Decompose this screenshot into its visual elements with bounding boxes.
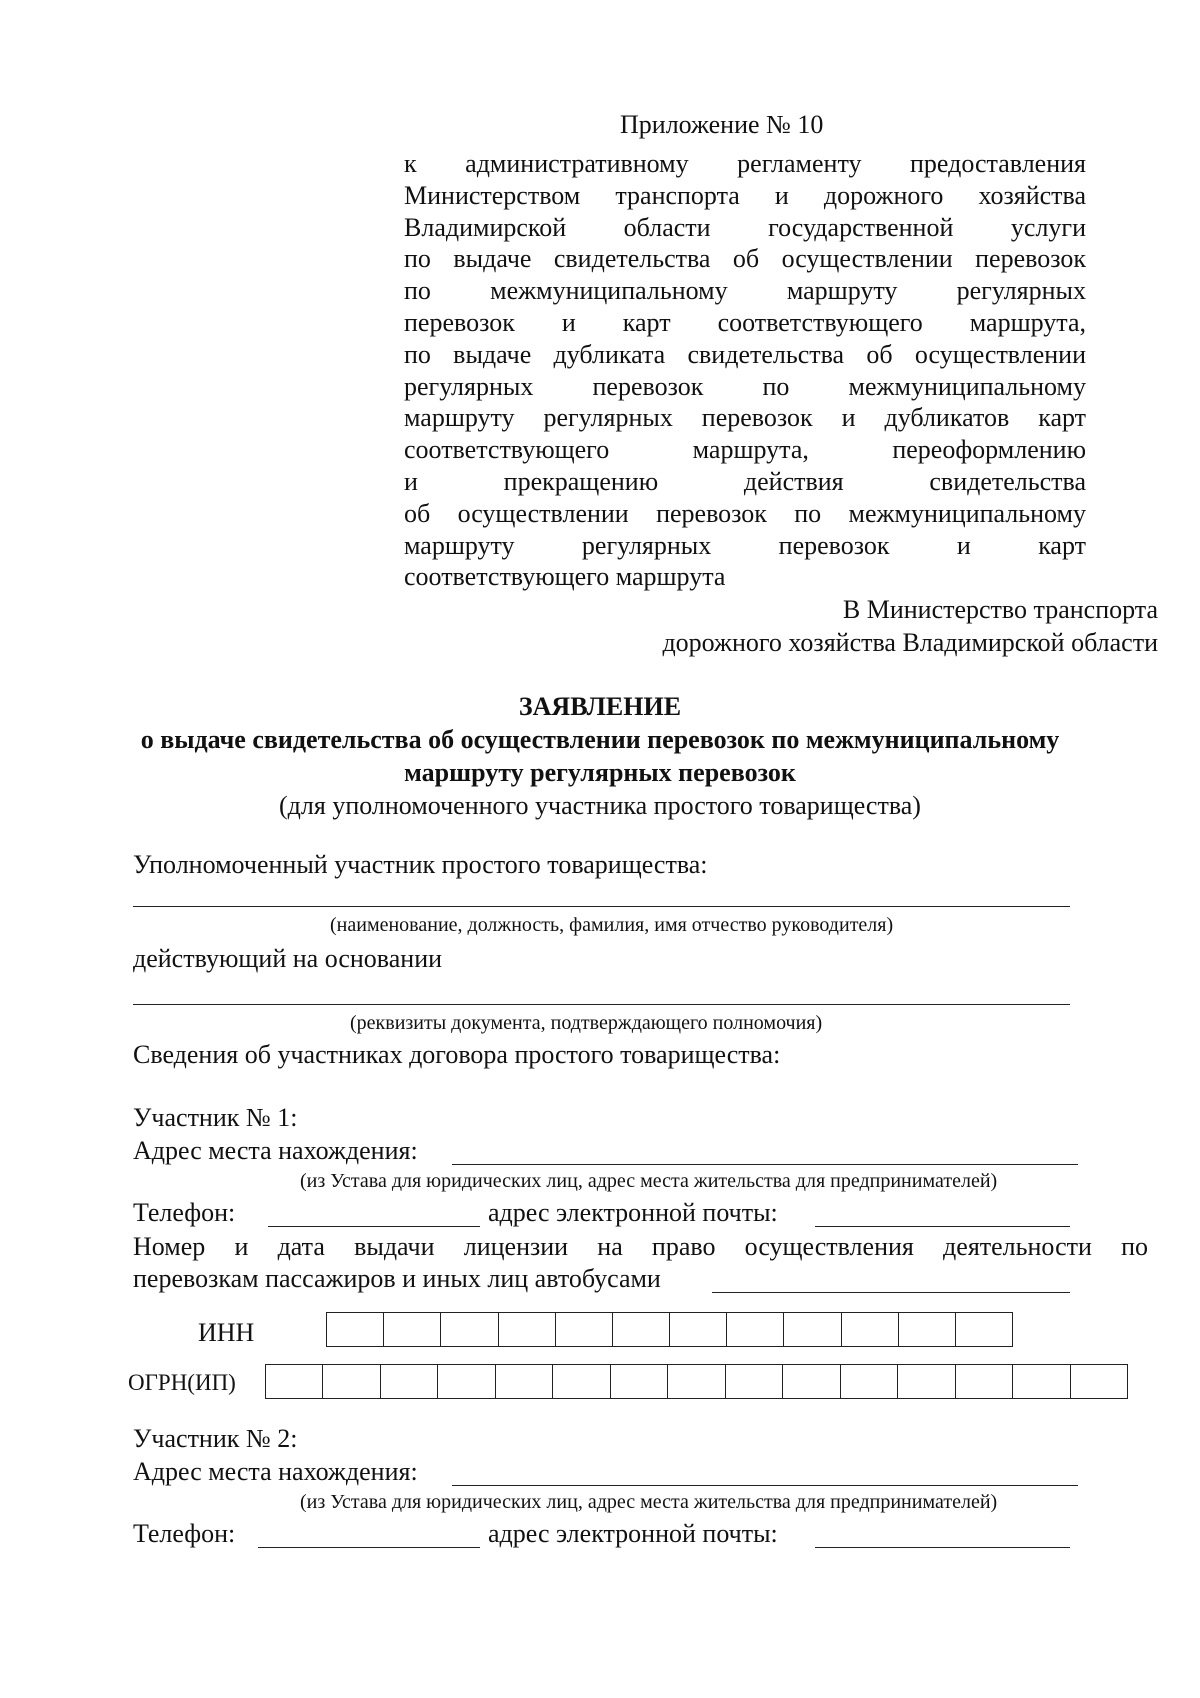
participant1-email-field[interactable] — [815, 1226, 1070, 1227]
participant1-license-label-cont: перевозкам пассажиров и иных лиц автобусами — [133, 1264, 661, 1293]
appendix-line: соответствующего маршрута, переоформлению — [404, 435, 1086, 465]
ogrn-digit-cell[interactable] — [1071, 1365, 1127, 1398]
appendix-line: об осуществлении перевозок по межмуниципальному — [404, 498, 1086, 528]
participant1-address-field[interactable] — [452, 1164, 1078, 1165]
participant2-email-label: адрес электронной почты: — [488, 1519, 778, 1548]
appendix-line: соответствующего маршрута — [404, 562, 726, 592]
participant1-license-label: Номер и дата выдачи лицензии на право осуществления деятельности по — [133, 1232, 1148, 1261]
basis-label: действующий на основании — [133, 944, 443, 973]
ogrn-digit-cell[interactable] — [553, 1365, 610, 1398]
ogrn-digit-cell[interactable] — [1013, 1365, 1070, 1398]
participant2-address-label: Адрес места нахождения: — [133, 1457, 418, 1486]
inn-digit-cell[interactable] — [327, 1313, 384, 1346]
participant1-license-field[interactable] — [712, 1292, 1070, 1293]
addressee-line: дорожного хозяйства Владимирской области — [662, 628, 1158, 657]
ogrn-digit-cell[interactable] — [898, 1365, 955, 1398]
inn-digit-cell[interactable] — [727, 1313, 784, 1346]
appendix-line: по межмуниципальному маршруту регулярных — [404, 276, 1086, 306]
participant1-address-hint: (из Устава для юридических лиц, адрес места жительства для предпринимателей) — [300, 1170, 998, 1192]
appendix-line: по выдаче дубликата свидетельства об осуществлении — [404, 339, 1086, 369]
appendix-line: маршруту регулярных перевозок и карт — [404, 530, 1086, 560]
ogrn-digit-cell[interactable] — [611, 1365, 668, 1398]
appendix-line: по выдаче свидетельства об осуществлении перевозок — [404, 244, 1086, 274]
appendix-title: Приложение № 10 — [620, 110, 824, 139]
statement-note: (для уполномоченного участника простого товарищества) — [279, 791, 921, 820]
appendix-line: Владимирской области государственной услуги — [404, 212, 1086, 242]
inn-digit-cell[interactable] — [613, 1313, 670, 1346]
appendix-line: перевозок и карт соответствующего маршрута, — [404, 307, 1086, 337]
inn-digit-cell[interactable] — [670, 1313, 727, 1346]
appendix-reference — [404, 148, 1086, 593]
addressee — [398, 593, 1158, 659]
ogrn-digit-cell[interactable] — [438, 1365, 495, 1398]
appendix-line: к административному регламенту предоставления — [404, 149, 1086, 178]
basis-hint: (реквизиты документа, подтверждающего полномочия) — [350, 1012, 823, 1034]
inn-digit-cell[interactable] — [956, 1313, 1012, 1346]
participant1-heading: Участник № 1: — [133, 1103, 298, 1132]
basis-document-field[interactable] — [133, 1004, 1070, 1005]
inn-digit-cell[interactable] — [384, 1313, 441, 1346]
appendix-line: Министерством транспорта и дорожного хозяйства — [404, 180, 1086, 210]
ogrn-digit-cell[interactable] — [841, 1365, 898, 1398]
inn-digit-cell[interactable] — [441, 1313, 498, 1346]
participant1-inn-field[interactable] — [326, 1312, 1013, 1347]
inn-digit-cell[interactable] — [499, 1313, 556, 1346]
participants-info-label: Сведения об участниках договора простого товарищества: — [133, 1040, 781, 1069]
ogrn-digit-cell[interactable] — [668, 1365, 725, 1398]
participant1-phone-field[interactable] — [268, 1226, 480, 1227]
participant1-ogrn-label: ОГРН(ИП) — [128, 1370, 236, 1395]
ogrn-digit-cell[interactable] — [496, 1365, 553, 1398]
appendix-line: и прекращению действия свидетельства — [404, 466, 1086, 496]
participant2-heading: Участник № 2: — [133, 1424, 298, 1453]
appendix-line: регулярных перевозок по межмуниципальному — [404, 371, 1086, 401]
participant1-email-label: адрес электронной почты: — [488, 1198, 778, 1227]
ogrn-digit-cell[interactable] — [783, 1365, 840, 1398]
ogrn-digit-cell[interactable] — [956, 1365, 1013, 1398]
statement-subtitle: о выдаче свидетельства об осуществлении перевозок по межмуниципальному — [140, 725, 1060, 754]
participant2-address-field[interactable] — [452, 1485, 1078, 1486]
statement-subtitle: маршруту регулярных перевозок — [404, 758, 796, 787]
authorized-hint: (наименование, должность, фамилия, имя отчество руководителя) — [330, 914, 894, 936]
participant2-email-field[interactable] — [815, 1547, 1070, 1548]
participant1-inn-label: ИНН — [198, 1318, 255, 1347]
inn-digit-cell[interactable] — [556, 1313, 613, 1346]
participant2-phone-label: Телефон: — [133, 1519, 236, 1548]
authorized-label: Уполномоченный участник простого товарищества: — [133, 850, 708, 879]
ogrn-digit-cell[interactable] — [266, 1365, 323, 1398]
inn-digit-cell[interactable] — [842, 1313, 899, 1346]
authorized-name-field[interactable] — [133, 906, 1070, 907]
inn-digit-cell[interactable] — [784, 1313, 841, 1346]
inn-digit-cell[interactable] — [899, 1313, 956, 1346]
participant1-address-label: Адрес места нахождения: — [133, 1136, 418, 1165]
statement-title: ЗАЯВЛЕНИЕ — [518, 692, 682, 721]
participant1-ogrn-field[interactable] — [265, 1364, 1128, 1399]
participant2-address-hint: (из Устава для юридических лиц, адрес места жительства для предпринимателей) — [300, 1491, 998, 1513]
ogrn-digit-cell[interactable] — [726, 1365, 783, 1398]
addressee-line: В Министерство транспорта — [842, 595, 1158, 624]
ogrn-digit-cell[interactable] — [381, 1365, 438, 1398]
appendix-line: маршруту регулярных перевозок и дубликатов карт — [404, 403, 1086, 433]
participant2-phone-field[interactable] — [258, 1547, 480, 1548]
ogrn-digit-cell[interactable] — [323, 1365, 380, 1398]
participant1-phone-label: Телефон: — [133, 1198, 236, 1227]
